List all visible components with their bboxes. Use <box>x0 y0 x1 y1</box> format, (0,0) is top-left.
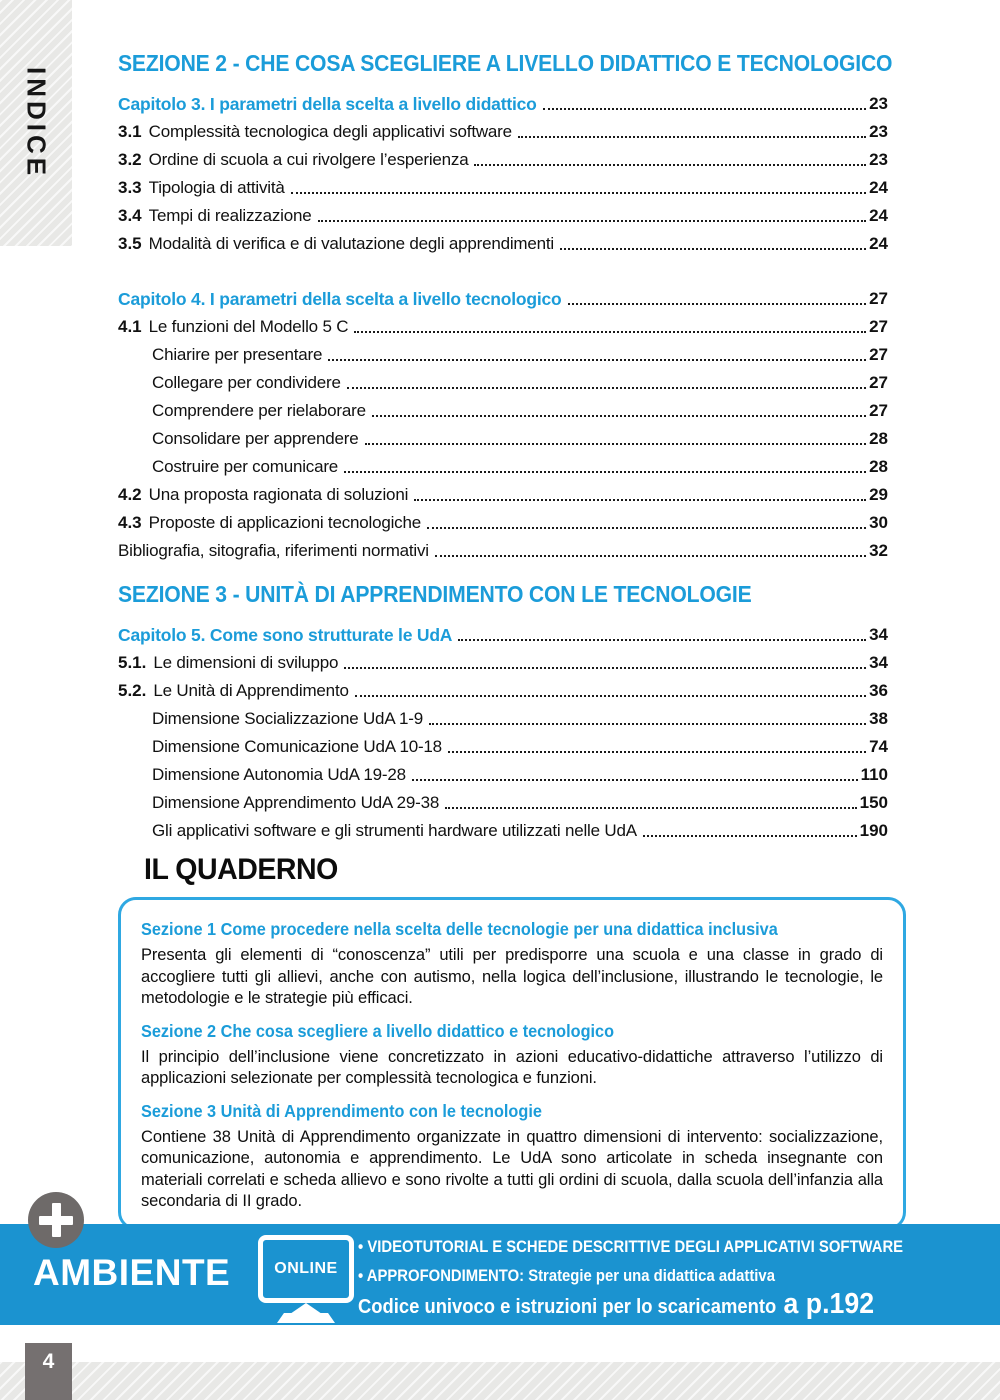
toc-entry-label: Comprendere per rielaborare <box>152 401 366 420</box>
toc-entry-page-number: 74 <box>869 737 888 756</box>
toc-entry-label: Le Unità di Apprendimento <box>153 681 349 700</box>
plus-icon-vertical-bar <box>52 1203 61 1237</box>
dot-leader <box>355 695 866 697</box>
toc-entry-label: Capitolo 3. I parametri della scelta a livello didattico <box>118 94 537 114</box>
dot-leader <box>543 108 866 110</box>
toc-entry-page-number: 27 <box>869 401 888 420</box>
toc-entry-label: Dimensione Socializzazione UdA 1-9 <box>152 709 424 728</box>
toc-entry-page-number: 34 <box>869 653 888 672</box>
toc-entry-page-number: 36 <box>869 681 888 700</box>
toc-entry-page-number: 24 <box>869 206 888 225</box>
toc-entry-label: Ordine di scuola a cui rivolgere l’esperienza <box>148 150 469 169</box>
toc-entry-number: 3.1 <box>118 122 142 141</box>
toc-entry-label: Le funzioni del Modello 5 C <box>148 317 349 336</box>
index-tab-label: INDICE <box>21 66 52 180</box>
dot-leader <box>518 136 866 138</box>
dot-leader <box>568 303 867 305</box>
toc-entry-row <box>118 142 888 170</box>
dot-leader <box>354 331 866 333</box>
plus-icon <box>28 1192 84 1248</box>
toc-entry-row <box>118 477 888 505</box>
ambiente-label: AMBIENTE <box>33 1252 231 1293</box>
toc-entry-page-number: 24 <box>869 234 888 253</box>
toc-entry-label: Dimensione Autonomia UdA 19-28 <box>152 765 406 784</box>
toc-entry-page-number: 23 <box>869 122 888 141</box>
online-resource-item: • VIDEOTUTORIAL E SCHEDE DESCRITTIVE DEGLI APPLICATIVI SOFTWARE <box>358 1233 903 1262</box>
toc-entry-row <box>118 365 888 393</box>
download-instructions <box>358 1288 874 1321</box>
toc-entry-label: Le dimensioni di sviluppo <box>153 653 339 672</box>
toc-entry-label: Modalità di verifica e di valutazione degli apprendimenti <box>148 234 554 253</box>
dot-leader <box>412 779 858 781</box>
dot-leader <box>427 527 866 529</box>
dot-leader <box>560 248 866 250</box>
toc-entry-label: Tipologia di attività <box>148 178 285 197</box>
dot-leader <box>448 751 866 753</box>
dot-leader <box>643 835 857 837</box>
toc-entry-row <box>118 393 888 421</box>
toc-entry-label: Gli applicativi software e gli strumenti hardware utilizzati nelle UdA <box>152 821 637 840</box>
toc-entry-label: Chiarire per presentare <box>152 345 323 364</box>
toc-entry-page-number: 34 <box>869 625 888 644</box>
online-resource-item: • APPROFONDIMENTO: Strategie per una didattica adattiva <box>358 1262 903 1291</box>
dot-leader <box>414 499 866 501</box>
quaderno-sections <box>141 919 883 1213</box>
toc-entry-page-number: 27 <box>869 373 888 392</box>
toc-entry-row <box>118 645 888 673</box>
toc-chapter-row <box>118 617 888 645</box>
toc-entry-row <box>118 226 888 254</box>
dot-leader <box>291 192 866 194</box>
toc-content <box>118 50 893 1230</box>
toc-entry-label: Consolidare per apprendere <box>152 429 359 448</box>
page-number-box <box>25 1343 72 1400</box>
toc-chapter-block <box>118 86 888 254</box>
toc-entry-label: Bibliografia, sitografia, riferimenti normativi <box>118 541 429 560</box>
quaderno-title: IL QUADERNO <box>144 853 338 886</box>
quaderno-section-body: Il principio dell’inclusione viene concretizzato in azioni educativo-didattiche attraverso l’utilizzo di applicazioni selezionate per complessità tecnologica e funzioni. <box>141 1047 883 1087</box>
quaderno-section-body: Presenta gli elementi di “conoscenza” utili per predisporre una scuola e una classe in grado di accogliere tutti gli allievi, anche con autismo, nella logica dell’inclusione, illustrando le tecnologie, le metodologie e le strategie più efficaci. <box>141 946 883 1007</box>
dot-leader <box>435 555 866 557</box>
toc-entry-row <box>118 309 888 337</box>
toc-entry-page-number: 23 <box>869 94 888 113</box>
toc-entry-label: Collegare per condividere <box>152 373 341 392</box>
dot-leader <box>365 443 867 445</box>
quaderno-section-body: Contiene 38 Unità di Apprendimento organizzate in quattro dimensioni di intervento: socializzazione, comunicazione, autonomia e apprendimento. Le UdA sono articolate in scheda insegnante con materiali correlati e scheda allievo e sono rivolte a tutti gli ordini di scuola, dalla scuola dell’infanzia alla secondaria di II grado. <box>141 1127 883 1210</box>
toc-entry-row <box>118 813 888 841</box>
index-tab <box>0 0 72 246</box>
toc-entry-page-number: 27 <box>869 345 888 364</box>
toc-entry-row <box>118 757 888 785</box>
toc-entry-label: Capitolo 4. I parametri della scelta a livello tecnologico <box>118 289 562 309</box>
toc-entry-label: Tempi di realizzazione <box>148 206 312 225</box>
toc-entry-number: 4.1 <box>118 317 142 336</box>
toc-entry-page-number: 29 <box>869 485 888 504</box>
toc-entry-page-number: 150 <box>859 793 888 812</box>
dot-leader <box>429 723 866 725</box>
toc-entry-row <box>118 673 888 701</box>
toc-entry-row <box>118 421 888 449</box>
toc-entry-number: 4.3 <box>118 513 142 532</box>
toc-entry-row <box>118 785 888 813</box>
toc-entry-label: Dimensione Comunicazione UdA 10-18 <box>152 737 442 756</box>
toc-chapter-row <box>118 86 888 114</box>
online-resources-list <box>358 1233 964 1291</box>
toc-entry-page-number: 23 <box>869 150 888 169</box>
dot-leader <box>445 807 857 809</box>
quaderno-section-title: Sezione 1 Come procedere nella scelta delle tecnologie per una didattica inclusiva <box>141 919 778 939</box>
toc-entry-row <box>118 449 888 477</box>
toc-entry-label: Proposte di applicazioni tecnologiche <box>148 513 421 532</box>
dot-leader <box>344 667 866 669</box>
toc-entry-number: 3.2 <box>118 150 142 169</box>
toc-entry-row <box>118 337 888 365</box>
toc-entry-number: 3.4 <box>118 206 142 225</box>
quaderno-section-title: Sezione 2 Che cosa scegliere a livello didattico e tecnologico <box>141 1020 615 1041</box>
online-label: ONLINE <box>274 1260 338 1277</box>
toc-entry-row <box>118 533 888 561</box>
toc-section-title: SEZIONE 3 - UNITÀ DI APPRENDIMENTO CON LE TECNOLOGIE <box>118 581 752 607</box>
toc-entry-page-number: 190 <box>859 821 888 840</box>
toc-chapter-row <box>118 281 888 309</box>
toc-entry-label: Dimensione Apprendimento UdA 29-38 <box>152 793 440 812</box>
toc-entry-number: 5.2. <box>118 681 147 700</box>
toc-entry-page-number: 110 <box>860 765 888 784</box>
table-of-contents <box>118 50 893 841</box>
toc-chapter-block <box>118 281 888 561</box>
toc-chapter-block <box>118 617 888 841</box>
dot-leader <box>372 415 866 417</box>
dot-leader <box>328 359 866 361</box>
toc-entry-page-number: 30 <box>869 513 888 532</box>
toc-entry-page-number: 38 <box>869 709 888 728</box>
dot-leader <box>344 471 866 473</box>
toc-entry-row <box>118 114 888 142</box>
toc-section <box>118 50 893 561</box>
toc-entry-number: 3.5 <box>118 234 142 253</box>
toc-section <box>118 581 888 841</box>
toc-entry-label: Capitolo 5. Come sono strutturate le UdA <box>118 625 453 645</box>
dot-leader <box>347 387 866 389</box>
download-page-reference: a p.192 <box>783 1288 875 1320</box>
toc-entry-label: Costruire per comunicare <box>152 457 339 476</box>
toc-entry-row <box>118 198 888 226</box>
page-number: 4 <box>42 1350 55 1373</box>
toc-entry-page-number: 27 <box>869 317 888 336</box>
toc-entry-label: Complessità tecnologica degli applicativi software <box>148 122 512 141</box>
toc-entry-label: Una proposta ragionata di soluzioni <box>148 485 409 504</box>
dot-leader <box>474 164 866 166</box>
monitor-icon <box>258 1235 354 1303</box>
quaderno-box <box>118 897 906 1230</box>
monitor-stand-base <box>277 1313 335 1323</box>
toc-entry-page-number: 32 <box>869 541 888 560</box>
toc-entry-number: 5.1. <box>118 653 147 672</box>
toc-entry-page-number: 27 <box>869 289 888 308</box>
toc-entry-row <box>118 170 888 198</box>
toc-section-title: SEZIONE 2 - CHE COSA SCEGLIERE A LIVELLO DIDATTICO E TECNOLOGICO <box>118 50 893 76</box>
toc-entry-number: 4.2 <box>118 485 142 504</box>
footer-stripe-band <box>0 1362 1000 1400</box>
toc-entry-page-number: 28 <box>869 429 888 448</box>
dot-leader <box>318 220 867 222</box>
toc-entry-row <box>118 505 888 533</box>
toc-entry-row <box>118 729 888 757</box>
download-instructions-text: Codice univoco e istruzioni per lo scaricamento <box>358 1296 777 1318</box>
dot-leader <box>458 639 866 641</box>
toc-entry-page-number: 28 <box>869 457 888 476</box>
quaderno-section-title: Sezione 3 Unità di Apprendimento con le tecnologie <box>141 1100 542 1121</box>
toc-entry-page-number: 24 <box>869 178 888 197</box>
toc-entry-row <box>118 701 888 729</box>
toc-entry-number: 3.3 <box>118 178 142 197</box>
